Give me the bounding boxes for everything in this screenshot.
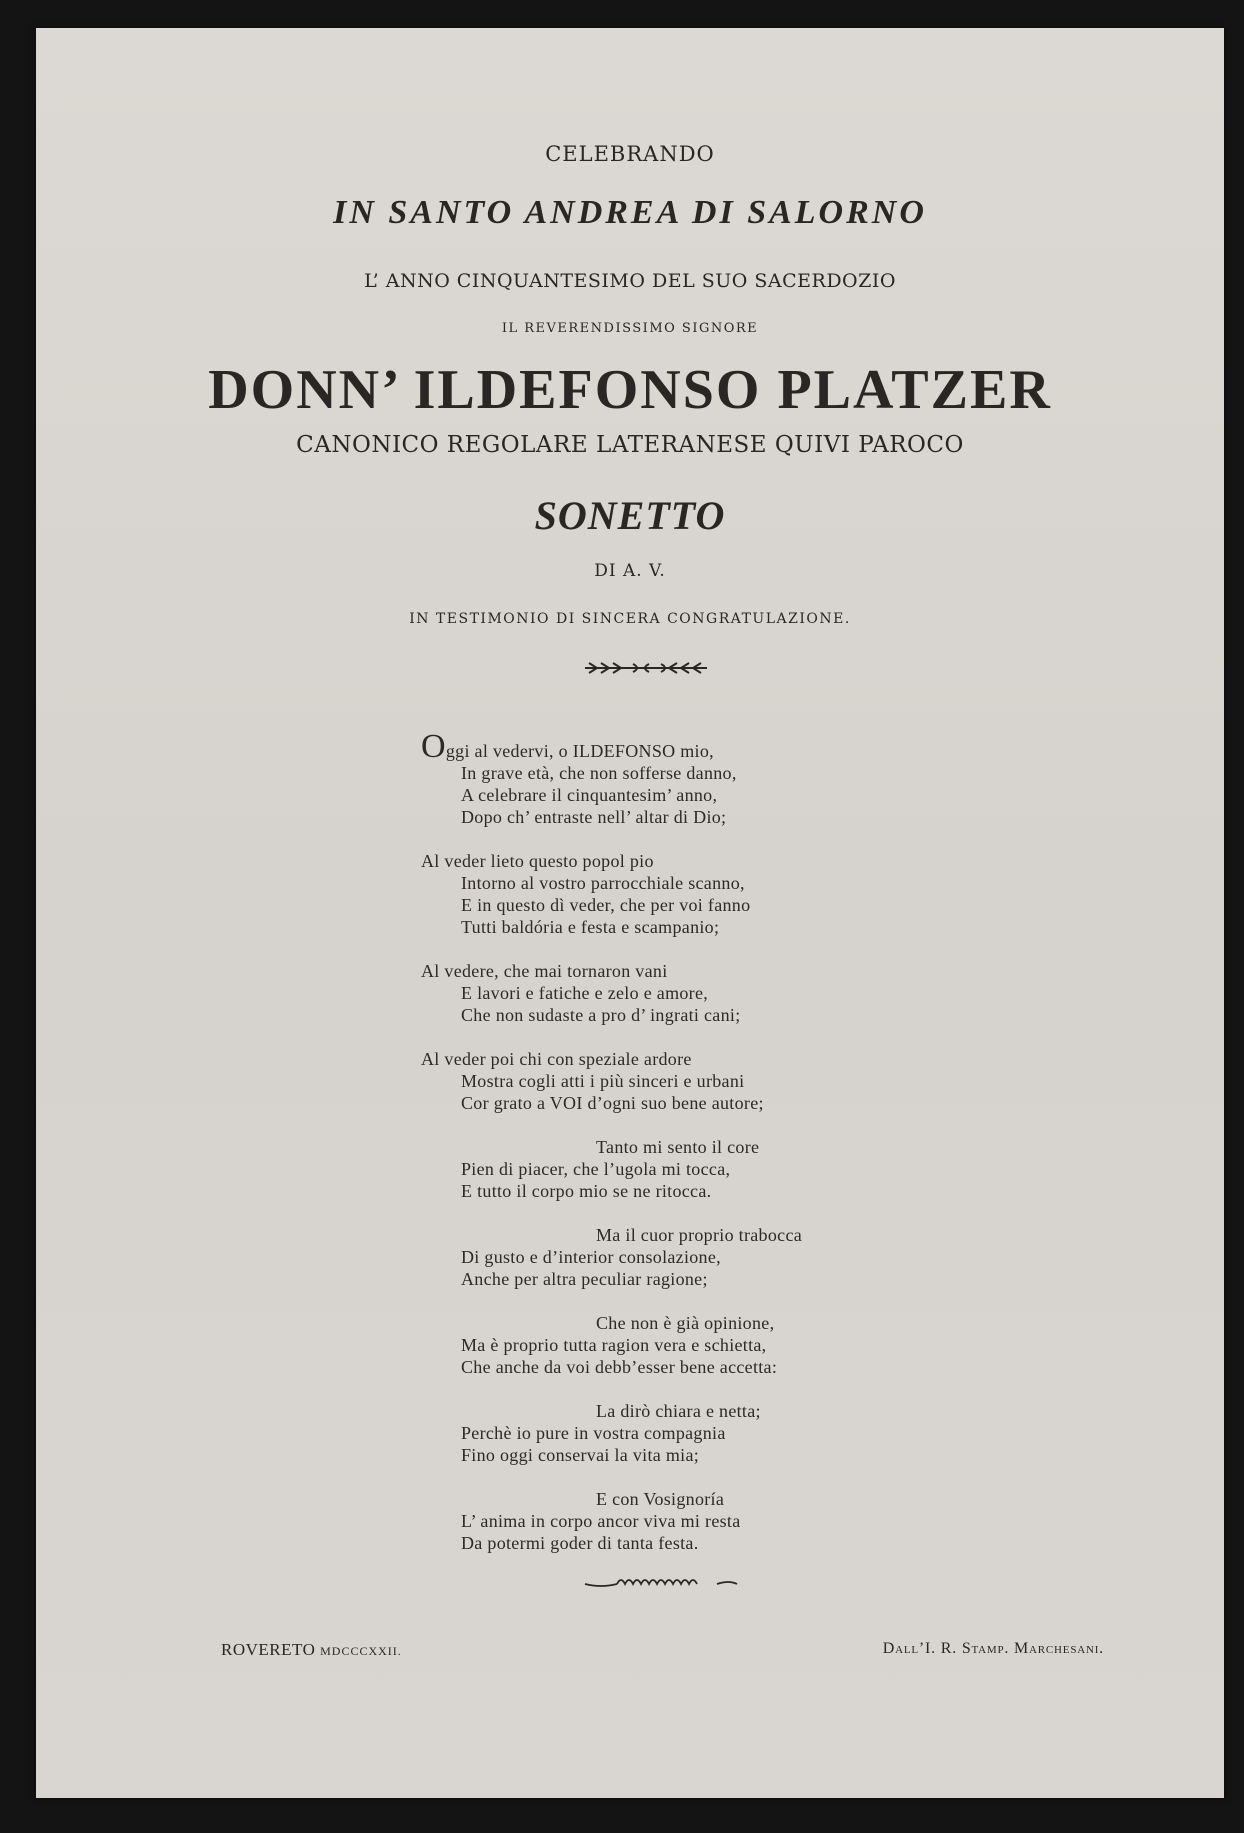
ornament-leaf-icon (581, 660, 711, 676)
poem-line: Anche per altra peculiar ragione; (461, 1269, 708, 1289)
poem-line: Al veder lieto questo popol pio (421, 851, 654, 871)
heading-sonetto: SONETTO (534, 493, 726, 538)
poem-line: Tanto mi sento il core (596, 1137, 760, 1157)
poem-line: E tutto il corpo mio se ne ritocca. (461, 1181, 712, 1201)
poem-line: E lavori e fatiche e zelo e amore, (461, 983, 709, 1003)
poem-line: E in questo dì veder, che per voi fanno (461, 895, 751, 915)
poem-line: Intorno al vostro parrocchiale scanno, (461, 873, 745, 893)
stanza-4 (421, 1048, 802, 1114)
stanza-8 (421, 1400, 802, 1466)
poem-line: Perchè io pure in vostra compagnia (461, 1423, 726, 1443)
poem-line: Di gusto e d’interior consolazione, (461, 1247, 721, 1267)
broadside-sheet (36, 28, 1224, 1798)
poem-line: La dirò chiara e netta; (596, 1401, 761, 1421)
heading-santo-andrea: IN SANTO ANDREA DI SALORNO (333, 194, 927, 231)
poem-line: Da potermi goder di tanta festa. (461, 1533, 699, 1553)
poem-line: Mostra cogli atti i più sinceri e urbani (461, 1071, 745, 1091)
heading-name: DONN’ ILDEFONSO PLATZER (208, 359, 1052, 421)
heading-celebrando: CELEBRANDO (545, 142, 715, 166)
sonnet-poem (421, 728, 803, 1576)
stanza-1 (421, 728, 802, 828)
poem-line: Che anche da voi debb’esser bene accetta: (461, 1357, 778, 1377)
drop-capital: O (421, 728, 446, 765)
stanza-9 (421, 1488, 802, 1554)
stanza-3 (421, 960, 802, 1026)
heading-canonico: CANONICO REGOLARE LATERANESE QUIVI PAROCO (296, 432, 964, 458)
stanza-7 (421, 1312, 802, 1378)
heading-reverendissimo: IL REVERENDISSIMO SIGNORE (501, 321, 759, 336)
heading-testimonio: IN TESTIMONIO DI SINCERA CONGRATULAZIONE. (409, 611, 851, 627)
poem-line: Al vedere, che mai tornaron vani (421, 961, 668, 981)
poem-line: Pien di piacer, che l’ugola mi tocca, (461, 1159, 731, 1179)
stanza-2 (421, 850, 802, 938)
poem-line: Oggi al vedervi, o ILDEFONSO mio, (421, 728, 714, 765)
poem-line: Che non sudaste a pro d’ ingrati cani; (461, 1005, 741, 1025)
heading-author: DI A. V. (594, 561, 666, 581)
heading-anno: L’ ANNO CINQUANTESIMO DEL SUO SACERDOZIO (364, 270, 896, 292)
poem-line: Ma è proprio tutta ragion vera e schietta, (461, 1335, 767, 1355)
ornament-scroll-icon (581, 1574, 741, 1592)
poem-line: Dopo ch’ entraste nell’ altar di Dio; (461, 807, 727, 827)
stanza-6 (421, 1224, 802, 1290)
poem-line: Ma il cuor proprio trabocca (596, 1225, 803, 1245)
poem-line: E con Vosignoría (596, 1489, 725, 1509)
poem-line: In grave età, che non sofferse danno, (461, 763, 737, 783)
imprint-year: MDCCCXXII. (320, 1644, 402, 1658)
imprint-place: ROVERETO MDCCCXXII. (221, 1640, 402, 1659)
poem-line: Che non è già opinione, (596, 1313, 775, 1333)
poem-line: Tutti baldória e festa e scampanio; (461, 917, 720, 937)
poem-line: Al veder poi chi con speziale ardore (421, 1049, 692, 1069)
poem-line: Cor grato a VOI d’ogni suo bene autore; (461, 1093, 764, 1113)
stanza-5 (421, 1136, 802, 1202)
poem-line: A celebrare il cinquantesim’ anno, (461, 785, 718, 805)
poem-line: Fino oggi conservai la vita mia; (461, 1445, 700, 1465)
poem-line: L’ anima in corpo ancor viva mi resta (461, 1511, 741, 1531)
imprint-printer: Dall’I. R. Stamp. Marchesani. (882, 1640, 1104, 1657)
